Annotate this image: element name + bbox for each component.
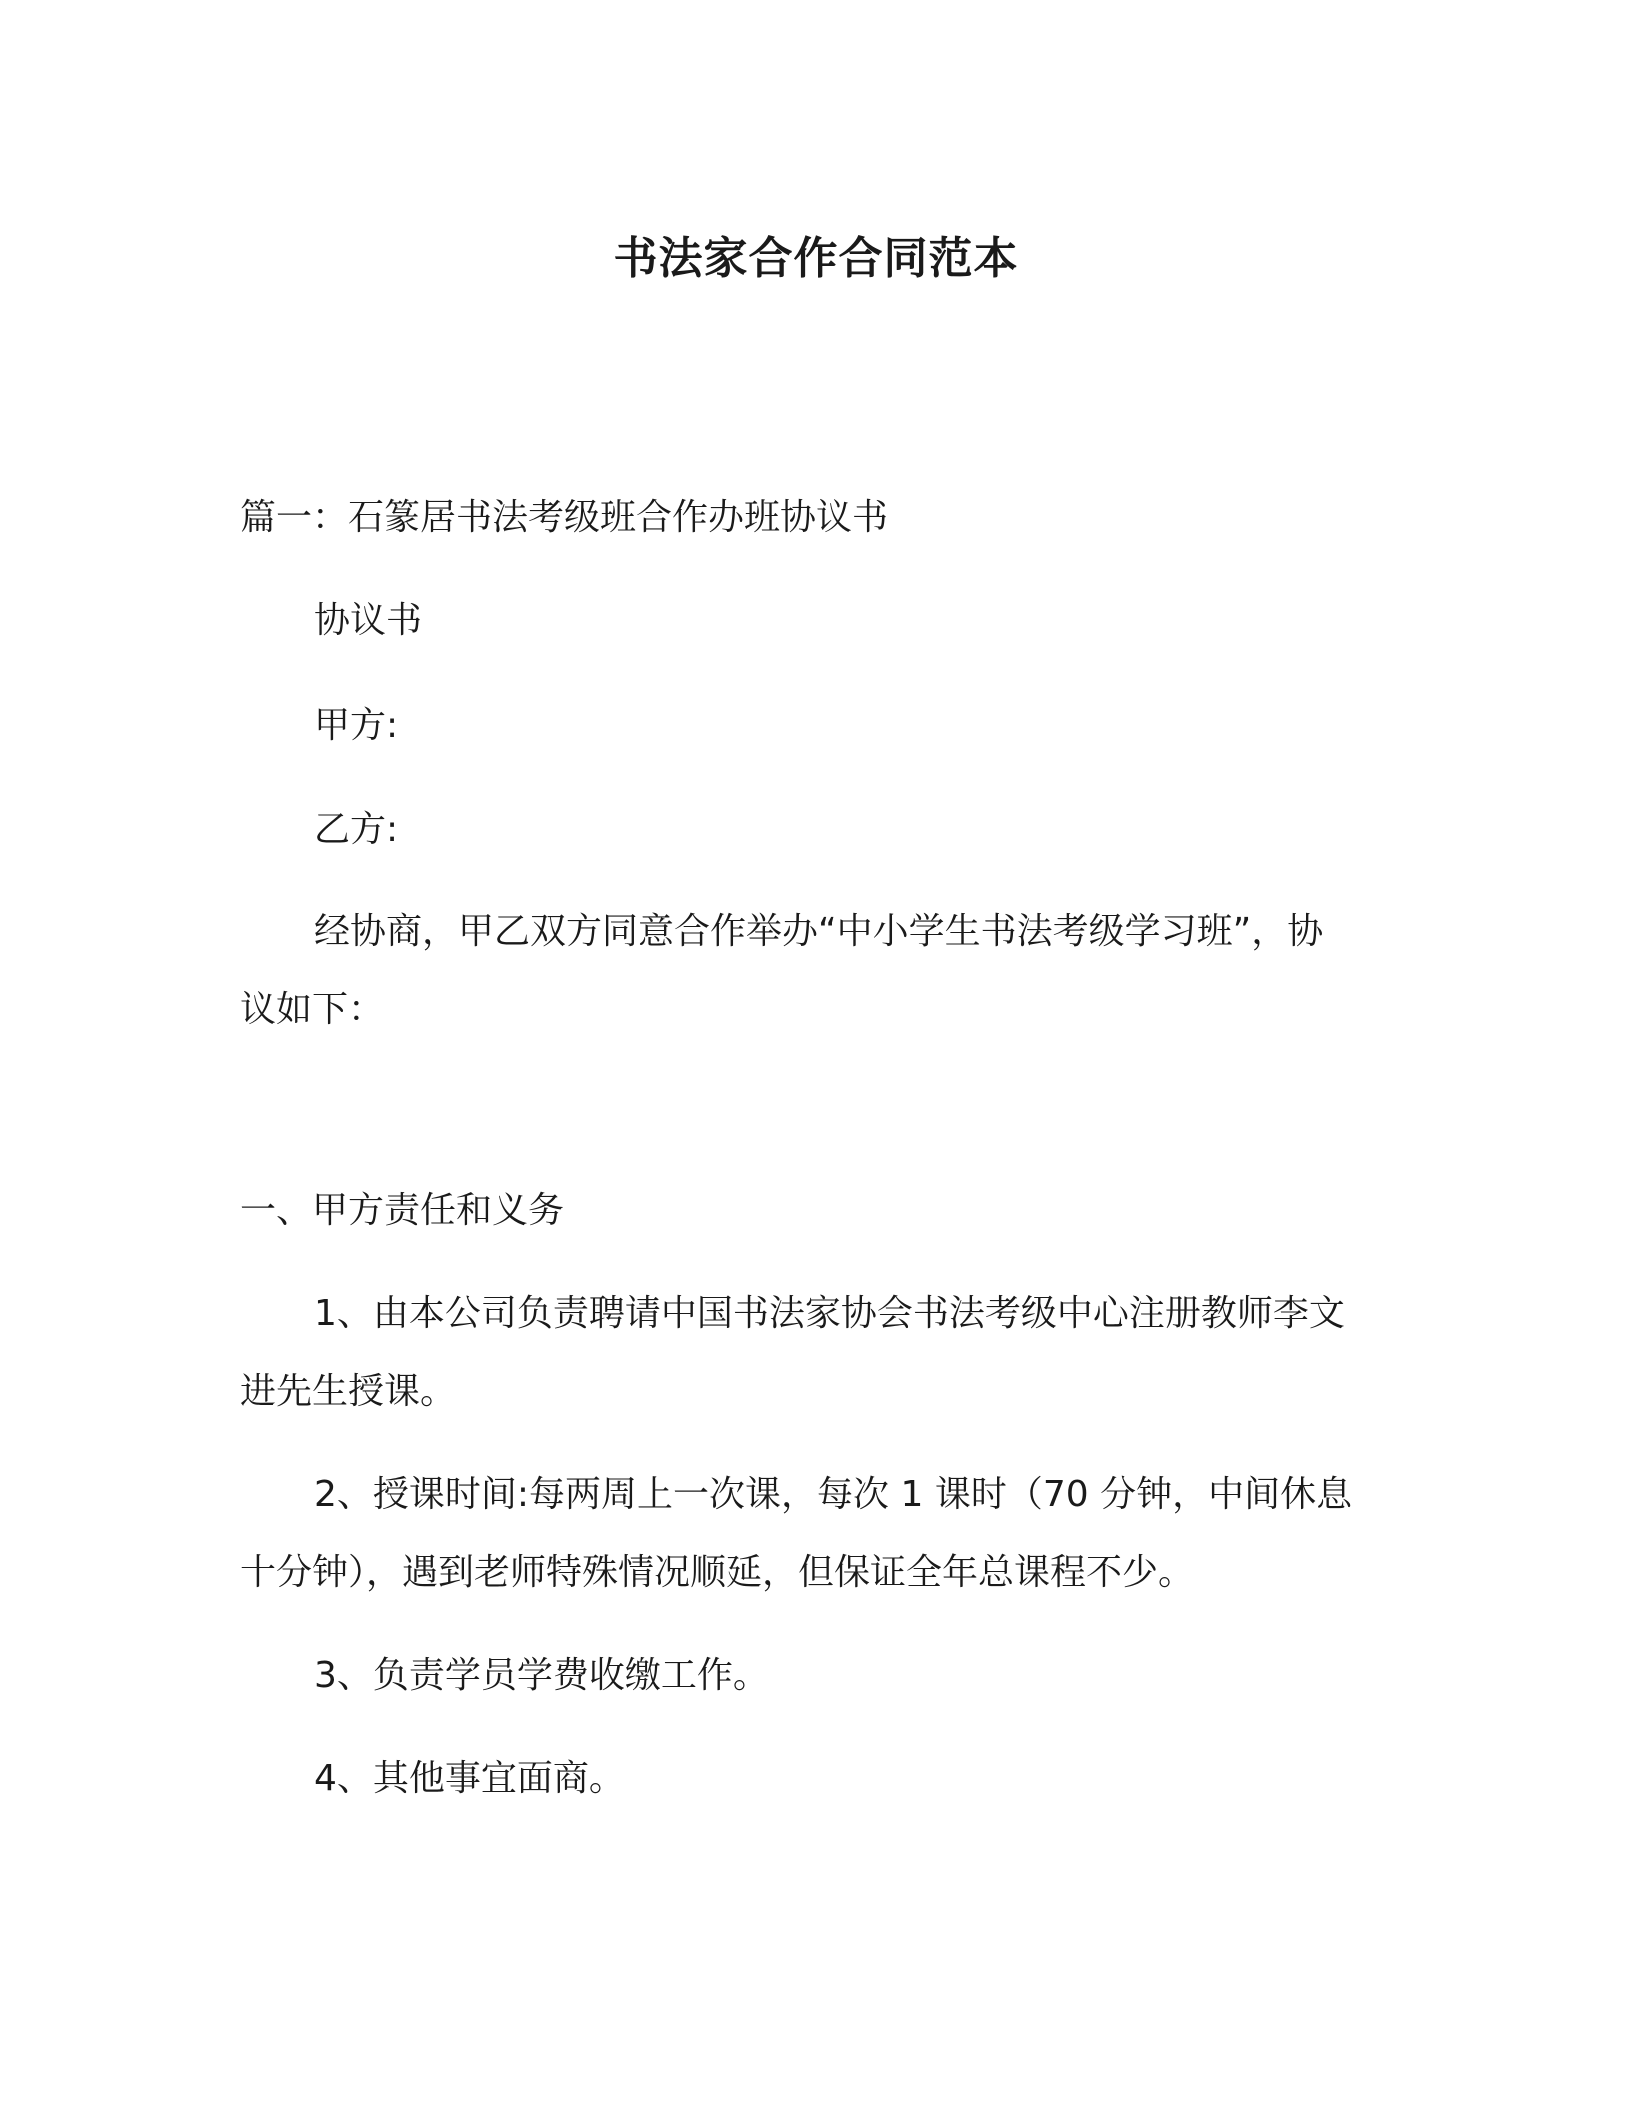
document-title: 书法家合作合同范本 (613, 233, 1019, 284)
item-1-line-2: 进先生授课。 (240, 1371, 457, 1412)
intro-paragraph-line-2: 议如下： (240, 989, 385, 1030)
intro-paragraph-line-1: 经协商，甲乙双方同意合作举办“中小学生书法考级学习班”，协 (314, 911, 1324, 952)
clause-heading: 一、甲方责任和义务 (240, 1190, 565, 1231)
party-b-label: 乙方: (314, 809, 399, 850)
section-heading: 篇一：石篆居书法考级班合作办班协议书 (240, 497, 889, 538)
item-3: 3、负责学员学费收缴工作。 (314, 1655, 769, 1696)
party-a-label: 甲方: (314, 705, 399, 746)
item-2-line-2: 十分钟），遇到老师特殊情况顺延，但保证全年总课程不少。 (240, 1552, 1195, 1593)
item-1-line-1: 1、由本公司负责聘请中国书法家协会书法考级中心注册教师李文 (314, 1293, 1345, 1334)
item-4: 4、其他事宜面商。 (314, 1758, 625, 1799)
item-2-line-1: 2、授课时间:每两周上一次课，每次 1 课时（70 分钟，中间休息 (314, 1474, 1353, 1515)
agreement-label: 协议书 (314, 600, 423, 641)
